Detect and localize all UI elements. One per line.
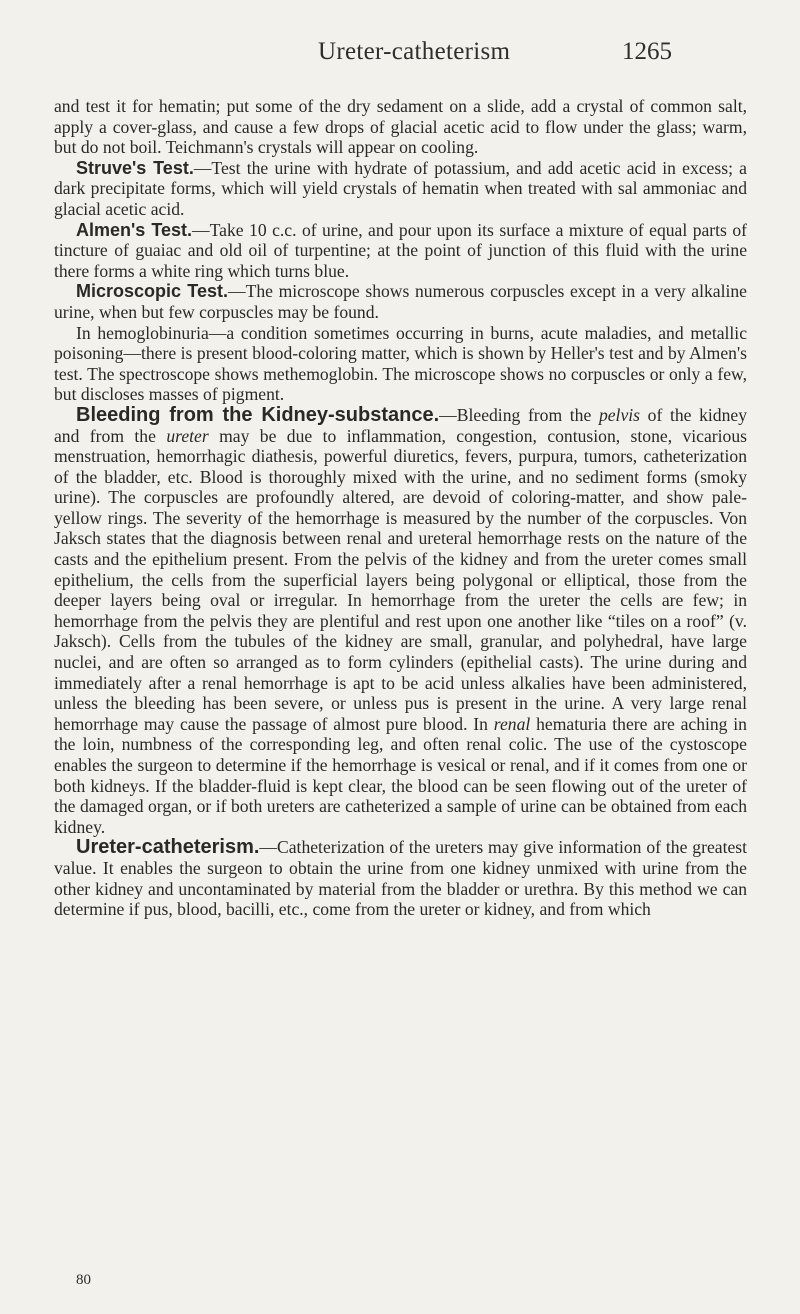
section-heading-almens-test: Almen's Test.: [76, 219, 193, 240]
paragraph-text: of the kidney and from the: [54, 404, 748, 446]
section-heading-kidney-bleeding: Bleeding from the Kidney-substance.: [76, 403, 440, 426]
section-heading-struves-test: Struve's Test.: [76, 157, 194, 178]
paragraph-almens-test: [54, 220, 747, 282]
paragraph-text: In hemoglobinuria—a condition sometimes occurring in burns, acute maladies, and metallic poisoning—there is present blood-coloring matter, which is shown by Heller's test and by Almen's test. The spectroscope shows methemoglobin. The microscope shows no corpuscles or only a few, but discloses masses of pigment.: [54, 322, 747, 405]
paragraph-text: hematuria there are aching in the loin, numbness of the corresponding leg, and often renal colic. The use of the cystoscope enables the surgeon to determine if the hemorrhage is vesical or renal, and if it comes from one or both kidneys. If the bladder-fluid is kept clear, the blood can be seen flowing out of the ureter of the damaged organ, or if both ureters are catheterized a sample of urine can be obtained from each kidney.: [54, 713, 747, 837]
paragraph-text: —Bleeding from the: [439, 404, 599, 425]
running-title: Ureter-catheterism: [318, 38, 511, 65]
page-number: 1265: [622, 38, 672, 65]
section-heading-microscopic-test: Microscopic Test.: [76, 281, 228, 302]
italic-term-pelvis: pelvis: [598, 404, 640, 425]
paragraph-hemoglobinuria: [54, 323, 747, 405]
paragraph-ureter-catheterism: [54, 837, 747, 919]
paragraph-text: —Test the urine with hydrate of potassium, and add acetic acid in excess; a dark precipitate forms, which will yield crystals of hematin when treated with sal ammoniac and glacial acetic acid.: [54, 157, 747, 219]
paragraph-kidney-bleeding: [54, 405, 747, 837]
signature-mark: 80: [76, 1272, 91, 1288]
running-head: [0, 38, 800, 78]
paragraph-microscopic-test: [54, 281, 747, 322]
italic-term-ureter: ureter: [166, 425, 209, 446]
paragraph-text: —Take 10 c.c. of urine, and pour upon its surface a mixture of equal parts of tincture of guaiac and old oil of turpentine; at the point of junction of this fluid with the urine there forms a white ring which turns blue.: [54, 219, 748, 281]
body-text: [54, 96, 747, 920]
paragraph-text: may be due to inflammation, congestion, contusion, stone, vicarious menstruation, hemorrhagic diathesis, powerful diuretics, fevers, purpura, tumors, catheterization of the bladder, etc. Blood is thoroughly mixed with the urine, and no sediment forms (smoky urine). The corpuscles are profoundly altered, are devoid of coloring-matter, and show pale-yellow rings. The severity of the hemorrhage is measured by the number of the corpuscles. Von Jaksch states that the diagnosis between renal and ureteral hemorrhage rests on the nature of the casts and the epithelium present. From the pelvis of the kidney and from the ureter comes small epithelium, the cells from the superficial layers being polygonal or elliptical, those from the deeper layers being oval or irregular. In hemorrhage from the ureter the cells are few; in hemorrhage from the pelvis they are plentiful and rest upon one another like “tiles on a roof” (v. Jaksch). Cells from the tubules of the kidney are small, granular, and polyhedral, have large nuclei, and are often so arranged as to form cylinders (epithelial casts). The urine during and immediately after a renal hemorrhage is apt to be acid unless alkalies have been administered, unless the bleeding has been severe, or unless pus is present in the urine. A very large renal hemorrhage may cause the passage of almost pure blood. In: [54, 425, 747, 734]
paragraph-text: and test it for hematin; put some of the dry sedament on a slide, add a crystal of common salt, apply a cover-glass, and cause a few drops of glacial acetic acid to flow under the glass; warm, but do not boil. Teichmann's crystals will appear on cooling.: [54, 96, 747, 158]
italic-term-renal: renal: [493, 713, 531, 734]
paragraph-text: —The microscope shows numerous corpuscles except in a very alkaline urine, when but few corpuscles may be found.: [54, 281, 747, 322]
section-heading-ureter-catheterism: Ureter-catheterism.: [76, 836, 260, 859]
paragraph-text: —Catheterization of the ureters may give information of the greatest value. It enables the surgeon to obtain the urine from one kidney unmixed with urine from the other kidney and uncontaminated by material from the bladder or urethra. By this method we can determine if pus, blood, bacilli, etc., come from the ureter or kidney, and from which: [54, 837, 747, 920]
paragraph-hematin-test: [54, 96, 747, 158]
paragraph-struves-test: [54, 158, 747, 220]
